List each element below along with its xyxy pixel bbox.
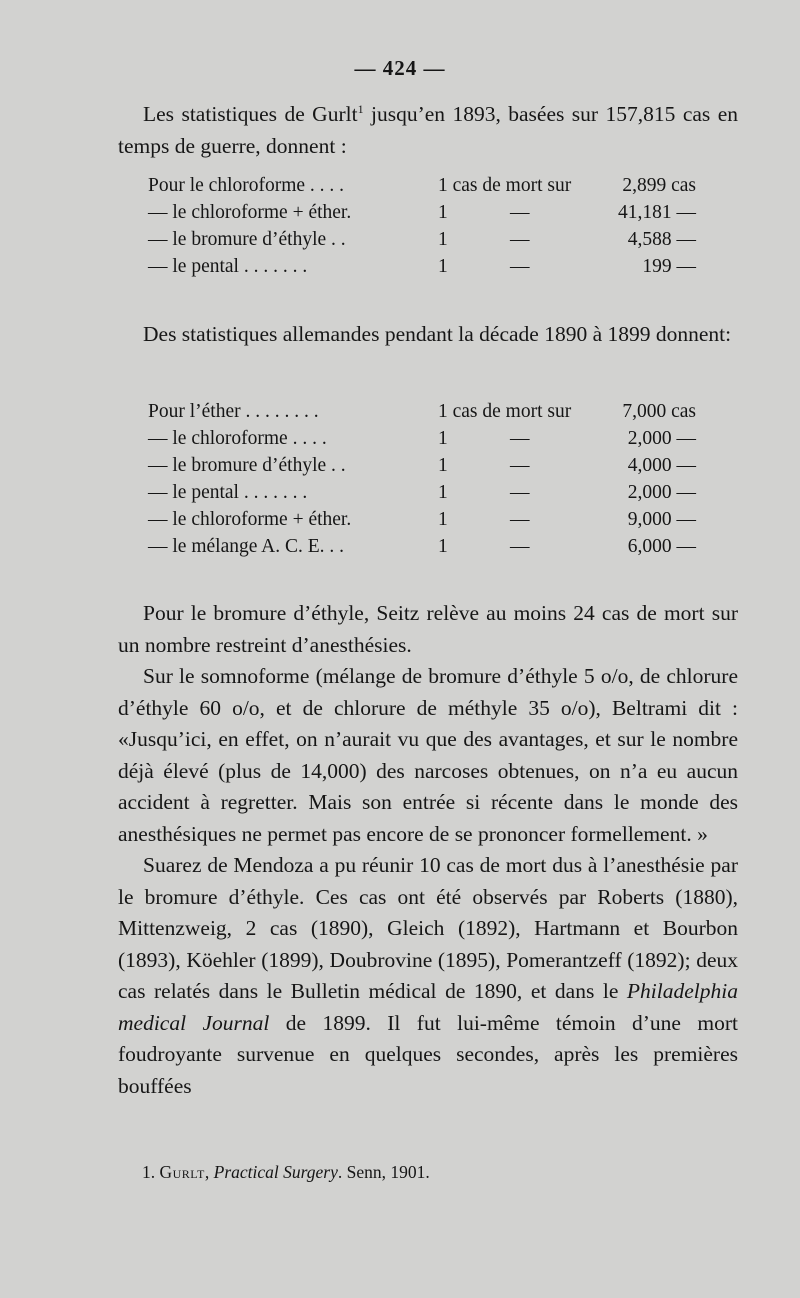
row-label: — le chloroforme + éther. — [148, 202, 352, 223]
row-value: 9,000 — — [627, 509, 696, 530]
row-count: 1 — [438, 509, 448, 530]
page-number: — 424 — — [354, 56, 446, 80]
statistics-table-gurlt — [148, 172, 708, 280]
row-value: 2,000 — — [627, 428, 696, 449]
row-label: Pour le chloroforme . . . . — [148, 175, 345, 196]
row-value: 7,000 cas — [622, 401, 696, 422]
paragraph-mendoza: Suarez de Mendoza a pu réunir 10 cas de mort dus à l’anesthésie par le bromure d’éthyle. Ces cas ont été observés par Roberts (1880), Mittenzweig, 2 cas (1890), Gleich (1892), Hartmann et Bourbon (1893), Köehler (1899), Doubrovine (1895), Pomerantzeff (1892); deux cas relatés dans le Bulletin médical de 1890, et dans le Philadelphia medical Journal de 1899. Il fut lui-même témoin d’une mort foudroyante survenue en quelques secondes, après les premières bouffées — [118, 853, 738, 1098]
table-row — [148, 172, 708, 199]
row-count: 1 cas de mort sur — [438, 175, 572, 196]
footnote-author: Gurlt — [159, 1162, 205, 1182]
row-label: Pour l’éther . . . . . . . . — [148, 401, 319, 422]
footnote-marker: 1 — [357, 102, 364, 116]
row-value: 2,000 — — [627, 482, 696, 503]
table-row — [148, 479, 708, 506]
row-dash: — — [510, 482, 530, 503]
row-value: 4,588 — — [627, 229, 696, 250]
row-count: 1 — [438, 482, 448, 503]
footnote: 1. Gurlt, Practical Surgery. Senn, 1901. — [142, 1162, 430, 1182]
row-dash: — — [510, 536, 530, 557]
row-label: — le chloroforme + éther. — [148, 509, 352, 530]
row-dash: — — [510, 509, 530, 530]
table-row — [148, 398, 708, 425]
paragraph-somnoforme: Sur le somnoforme (mélange de bromure d’éthyle 5 o/o, de chlorure d’éthyle 60 o/o, et de chlorure de méthyle 35 o/o), Beltrami dit : «Jusqu’ici, en effet, on n’aurait vu que des avantages, et sur le nombre déjà élevé (plus de 14,000) des narcoses obtenues, on n’a eu aucun accident à regretter. Mais son entrée si récente dans le monde des anesthésiques ne permet pas encore de se prononcer formellement. » — [118, 664, 738, 846]
row-count: 1 — [438, 229, 448, 250]
row-count: 1 cas de mort sur — [438, 401, 572, 422]
table-row — [148, 425, 708, 452]
footnote-number: 1. — [142, 1162, 156, 1182]
row-value: 2,899 cas — [622, 175, 696, 196]
row-value: 6,000 — — [627, 536, 696, 557]
row-dash: — — [510, 229, 530, 250]
row-value: 4,000 — — [627, 455, 696, 476]
table-row — [148, 253, 708, 280]
paragraph-seitz: Pour le bromure d’éthyle, Seitz relève au moins 24 cas de mort sur un nombre restreint d’anesthésies. — [118, 601, 738, 657]
intro-text: Les statistiques de Gurlt$^1$ jusqu’en 1893, basées sur 157,815 cas en temps de guerre, donnent : — [118, 102, 738, 158]
statistics-table-german — [148, 398, 708, 560]
row-label: — le chloroforme . . . . — [148, 428, 327, 449]
table-row — [148, 452, 708, 479]
footnote-title: Practical Surgery — [213, 1162, 338, 1182]
row-value: 41,181 — — [618, 202, 696, 223]
table-row — [148, 199, 708, 226]
row-count: 1 — [438, 536, 448, 557]
row-dash: — — [510, 256, 530, 277]
row-label: — le pental . . . . . . . — [148, 482, 308, 503]
row-count: 1 — [438, 202, 448, 223]
row-dash: — — [510, 455, 530, 476]
journal-title: Philadelphia medical Journal — [118, 979, 738, 1035]
table-row — [148, 506, 708, 533]
table-row — [148, 226, 708, 253]
body-paragraphs — [118, 598, 738, 1102]
paragraph-german-statistics: Des statistiques allemandes pendant la décade 1890 à 1899 donnent: — [143, 322, 732, 346]
row-count: 1 — [438, 256, 448, 277]
row-dash: — — [510, 202, 530, 223]
row-label: — le pental . . . . . . . — [148, 256, 308, 277]
row-label: — le mélange A. C. E. . . — [148, 536, 345, 557]
footnote-rest: . Senn, 1901. — [337, 1162, 430, 1182]
row-dash: — — [510, 428, 530, 449]
row-label: — le bromure d’éthyle . . — [148, 455, 346, 476]
intro-paragraph — [118, 94, 738, 162]
table-row — [148, 533, 708, 560]
row-label: — le bromure d’éthyle . . — [148, 229, 346, 250]
row-count: 1 — [438, 455, 448, 476]
row-value: 199 — — [642, 256, 696, 277]
row-count: 1 — [438, 428, 448, 449]
